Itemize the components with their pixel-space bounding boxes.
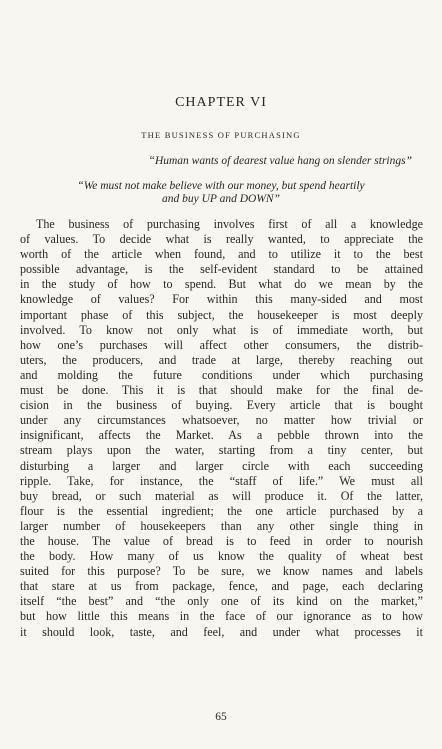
text-line: ripple. Take, for instance, the “staff of life.” We must all bbox=[20, 473, 423, 488]
text-line: must be done. This it is that should make for the final de- bbox=[20, 383, 423, 398]
text-line: important phase of this subject, the housekeeper is most deeply bbox=[20, 307, 423, 322]
chapter-heading: CHAPTER VI bbox=[175, 95, 267, 110]
text-line: involved. To know not only what is of immediate worth, but bbox=[20, 322, 423, 337]
text-line: cision in the business of buying. Every article that is bought bbox=[20, 398, 423, 413]
text-line: it should look, taste, and feel, and under what processes it bbox=[20, 624, 423, 639]
text-line: but how little this means in the face of our ignorance as to how bbox=[20, 609, 423, 624]
body-paragraph bbox=[20, 217, 423, 640]
text-line: flour is the essential ingredient; the one article purchased by a bbox=[20, 503, 423, 518]
text-line: in the study of how to spend. But what do we mean by the bbox=[20, 277, 423, 292]
text-line: the house. The value of bread is to feed in order to nourish bbox=[20, 533, 423, 548]
text-line: possible advantage, is the self-evident standard to be attained bbox=[20, 262, 423, 277]
text-line: the body. How many of us know the quality of wheat best bbox=[20, 549, 423, 564]
epigraph-line: and buy UP and DOWN” bbox=[162, 193, 280, 205]
text-line: uters, the producers, and trade at large, thereby reaching out bbox=[20, 352, 423, 367]
text-line: of values. To decide what is really wanted, to appreciate the bbox=[20, 232, 423, 247]
text-line: under any circumstances whatsoever, no matter how trivial or bbox=[20, 413, 423, 428]
text-line: knowledge of values? For within this many-sided and most bbox=[20, 292, 423, 307]
epigraph: “Human wants of dearest value hang on slender strings” bbox=[148, 155, 412, 167]
text-line: larger number of housekeepers than any other single thing in bbox=[20, 518, 423, 533]
epigraph bbox=[20, 180, 422, 206]
text-line: itself “the best” and “the only one of its kind on the market,” bbox=[20, 594, 423, 609]
text-line: disturbing a larger and larger circle with each succeeding bbox=[20, 458, 423, 473]
text-line: stream plays upon the water, starting from a tiny center, but bbox=[20, 443, 423, 458]
text-line: and molding the future conditions under which purchasing bbox=[20, 367, 423, 382]
text-line: buy bread, or such material as will produce it. Of the latter, bbox=[20, 488, 423, 503]
text-line: worth of the article when found, and to utilize it to the best bbox=[20, 247, 423, 262]
text-line: that stare at us from package, fence, and page, each declaring bbox=[20, 579, 423, 594]
text-line: The business of purchasing involves first of all a knowledge bbox=[36, 217, 423, 231]
text-line: insignificant, affects the Market. As a pebble thrown into the bbox=[20, 428, 423, 443]
page-number: 65 bbox=[215, 711, 227, 723]
text-line: how one’s purchases will affect other consumers, the distrib- bbox=[20, 337, 423, 352]
section-title: THE BUSINESS OF PURCHASING bbox=[141, 130, 301, 140]
epigraph-line: “We must not make believe with our money, but spend heartily bbox=[77, 180, 365, 192]
text-line: suited for this purpose? To be sure, we know names and labels bbox=[20, 564, 423, 579]
